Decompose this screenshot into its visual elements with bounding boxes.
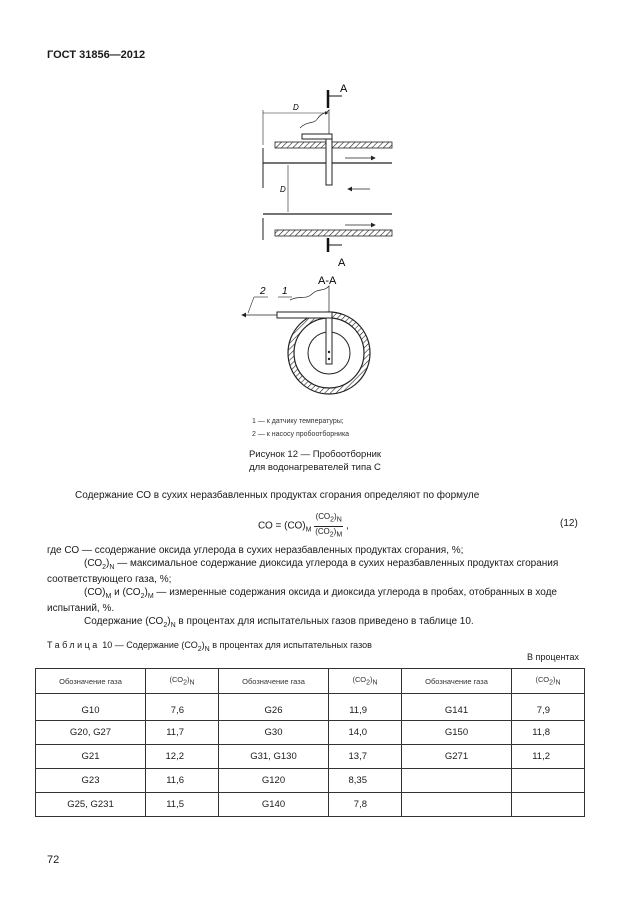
def3-sub-c: M [147, 592, 154, 600]
value-cell: 11,2 [512, 745, 585, 769]
def2-text: — максимальное содержание диоксида углерода в сухих неразбавленных продуктах сгорания соответствующего газа, %; [47, 557, 559, 585]
gas-cell: G20, G27 [36, 721, 146, 745]
formula-numerator [314, 512, 343, 527]
num-sub: 2 [330, 516, 335, 524]
gas-cell: G25, G231 [36, 793, 146, 817]
def3-mid: и (СО [111, 586, 141, 598]
den-sub: 2 [329, 531, 334, 539]
gas-cell: G31, G130 [219, 745, 329, 769]
gas-cell: G26 [219, 694, 329, 721]
table-row [36, 694, 585, 721]
table-header-row [36, 669, 585, 694]
value-cell: 11,5 [146, 793, 219, 817]
equation-number: (12) [560, 518, 578, 529]
col-gas-1: Обозначение газа [36, 669, 146, 694]
value-cell: 7,9 [512, 694, 585, 721]
def2-sub2: N [109, 563, 115, 571]
section-mark-top: А [340, 83, 348, 95]
gas-cell [402, 769, 512, 793]
den-text: (СО [315, 526, 330, 536]
gas-co2-table [35, 668, 585, 817]
table-row [36, 745, 585, 769]
num-sub2: N [336, 516, 342, 524]
col-val-1 [146, 669, 219, 694]
side-view-drawing [263, 90, 392, 252]
value-cell [512, 793, 585, 817]
table-row [36, 721, 585, 745]
section-mark-bottom: А [338, 257, 346, 269]
table-units: В процентах [527, 652, 579, 662]
definition-measured [47, 587, 587, 616]
def4-close: ) [167, 615, 171, 627]
def4-text: в процентах для испытательных газов приведено в таблице 10. [175, 615, 474, 627]
formula-tail: , [345, 520, 349, 532]
col-gas-3: Обозначение газа [402, 669, 512, 694]
figure-legend [252, 415, 349, 441]
gas-cell: G150 [402, 721, 512, 745]
value-cell: 7,6 [146, 694, 219, 721]
intro-paragraph: Содержание СО в сухих неразбавленных продуктах сгорания определяют по формуле [75, 490, 480, 501]
def2-close: ) [106, 557, 110, 569]
def3-close: ) [144, 586, 148, 598]
def4-sub: 2 [163, 621, 168, 629]
value-cell: 11,7 [146, 721, 219, 745]
col-val-text: (СО [169, 675, 184, 685]
def4-pre: Содержание (СО [84, 615, 164, 627]
legend-item-2: 2 — к насосу пробоотборника [252, 431, 350, 438]
gas-cell: G271 [402, 745, 512, 769]
section-title: А-А [318, 275, 337, 287]
dimension-label-top: D [293, 103, 299, 112]
dimension-label-side: D [280, 185, 286, 194]
gas-cell: G141 [402, 694, 512, 721]
table-caption-close: ) [201, 640, 205, 650]
value-cell: 13,7 [329, 745, 402, 769]
den-sub2: M [336, 531, 343, 539]
col-val-close: ) [369, 675, 373, 685]
callout-2: 2 [260, 286, 266, 297]
caption-line-1: Рисунок 12 — Пробоотборник [248, 449, 382, 460]
formula-denominator [314, 527, 343, 541]
gas-cell: G140 [219, 793, 329, 817]
col-val-sub2: N [372, 679, 378, 687]
value-cell: 11,8 [512, 721, 585, 745]
def4-sub2: N [170, 621, 176, 629]
value-cell: 7,8 [329, 793, 402, 817]
definitions [47, 545, 587, 632]
num-close: ) [334, 512, 337, 521]
figure-caption [0, 448, 630, 474]
table-caption-word: Таблица [47, 640, 100, 650]
table-caption-sub: 2 [197, 645, 202, 653]
sampler-figure [230, 80, 400, 445]
num-text: (СО [315, 512, 331, 521]
callout-1: 1 [282, 286, 288, 297]
col-val-text: (СО [535, 675, 550, 685]
col-val-sub: 2 [366, 679, 370, 687]
table-caption [47, 640, 372, 653]
gas-cell: G30 [219, 721, 329, 745]
table-reference [47, 616, 587, 633]
col-val-sub: 2 [183, 679, 187, 687]
table-row [36, 793, 585, 817]
gas-cell: G120 [219, 769, 329, 793]
def3-text: — измеренные содержания оксида и диоксида углерода в пробах, отобранных в ходе испытаний, %. [47, 586, 557, 614]
gas-cell [402, 793, 512, 817]
col-val-sub: 2 [549, 679, 553, 687]
cross-section-drawing [242, 286, 370, 394]
col-val-sub2: N [189, 679, 195, 687]
def3-a: (СО) [84, 586, 106, 598]
value-cell: 12,2 [146, 745, 219, 769]
table-caption-text: 10 — Содержание (СО [99, 640, 198, 650]
formula-lhs: СО = (СО) [258, 520, 306, 532]
def2-pre: (СО [84, 557, 103, 569]
formula-fraction [314, 512, 343, 540]
def3-sub-b: 2 [140, 592, 145, 600]
definition-co2-n [47, 558, 587, 587]
value-cell: 11,9 [329, 694, 402, 721]
value-cell: 11,6 [146, 769, 219, 793]
gas-cell: G23 [36, 769, 146, 793]
col-val-close: ) [552, 675, 556, 685]
col-val-close: ) [186, 675, 190, 685]
gas-cell: G21 [36, 745, 146, 769]
col-gas-2: Обозначение газа [219, 669, 329, 694]
col-val-sub2: N [555, 679, 561, 687]
legend-item-1: 1 — к датчику температуры; [252, 418, 344, 425]
col-val-text: (СО [352, 675, 367, 685]
caption-line-2: для водонагревателей типа С [249, 462, 381, 473]
gas-cell: G10 [36, 694, 146, 721]
definition-co: где СО — ссодержание оксида углерода в сухих неразбавленных продуктах сгорания, %; [47, 545, 464, 556]
co-formula [258, 512, 349, 540]
col-val-3 [512, 669, 585, 694]
den-close: ) [333, 526, 337, 536]
value-cell: 8,35 [329, 769, 402, 793]
def2-sub: 2 [102, 563, 107, 571]
def3-sub-a: M [105, 592, 112, 600]
value-cell [512, 769, 585, 793]
table-caption-tail: в процентах для испытательных газов [209, 640, 372, 650]
document-header: ГОСТ 31856—2012 [47, 49, 146, 61]
table-row [36, 769, 585, 793]
table-caption-sub2: N [204, 645, 210, 653]
value-cell: 14,0 [329, 721, 402, 745]
col-val-2 [329, 669, 402, 694]
formula-lhs-sub: M [305, 526, 312, 534]
page-number: 72 [47, 854, 60, 866]
